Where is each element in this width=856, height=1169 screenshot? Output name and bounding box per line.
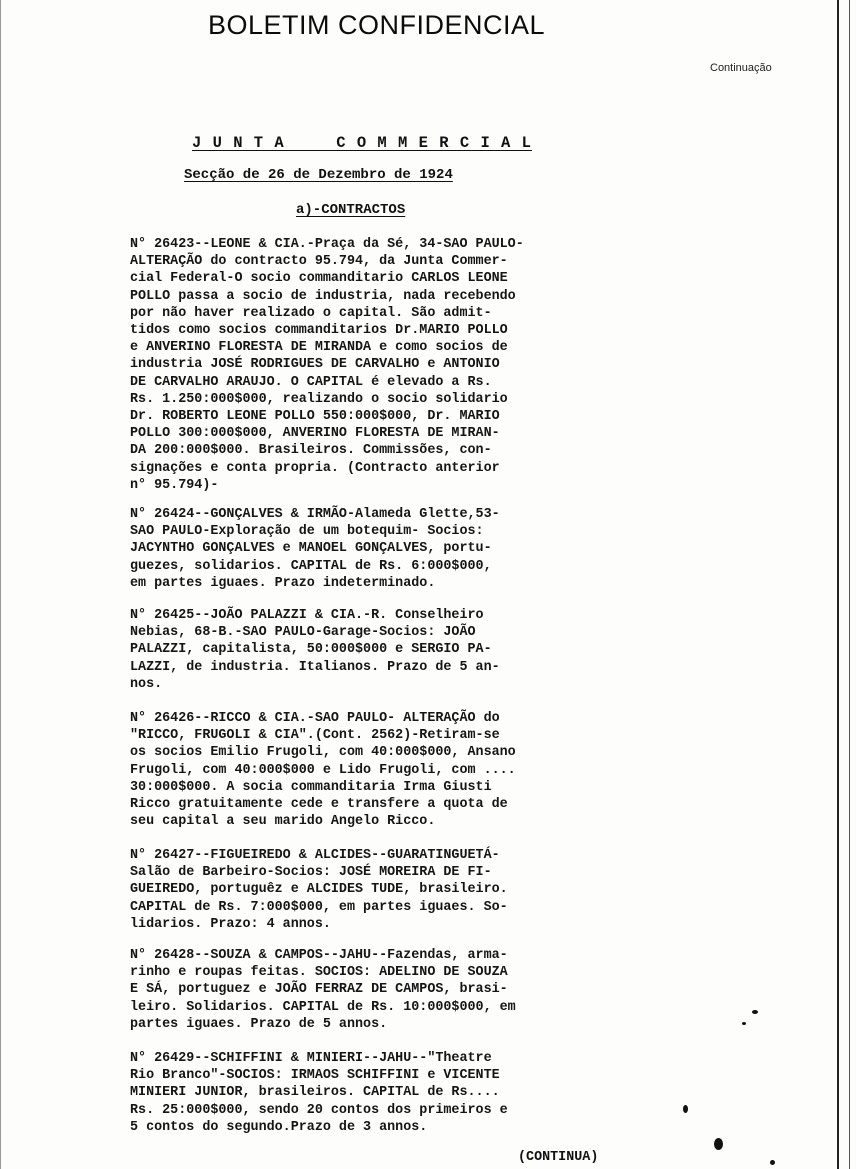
scan-speck (742, 1022, 746, 1025)
entry-26423: N° 26423--LEONE & CIA.-Praça da Sé, 34-SAO PAULO- ALTERAÇÃO do contracto 95.794, da Junta Commer- cial Federal-O socio commanditario CARLOS LEONE POLLO passa a socio de industria, nada recebendo por não haver realizado o capital. São admit- tidos como socios commanditarios Dr.MARIO POLLO e ANVERINO FLORESTA DE MIRANDA e como socios de industria JOSÉ RODRIGUES DE CARVALHO e ANTONIO DE CARVALHO ARAUJO. O CAPITAL é elevado a Rs. Rs. 1.250:000$000, realizando o socio solidario Dr. ROBERTO LEONE POLLO 550:000$000, Dr. MARIO POLLO 300:000$000, ANVERINO FLORESTA DE MIRAN- DA 200:000$000. Brasileiros. Commissões, con- signações e conta propria. (Contracto anterior n° 95.794)- (130, 237, 524, 493)
scan-speck (770, 1160, 775, 1165)
session-heading: Secção de 26 de Dezembro de 1924 (184, 167, 453, 183)
section-heading: a)-CONTRACTOS (296, 202, 406, 218)
scan-speck (683, 1105, 688, 1113)
entry-26426: N° 26426--RICCO & CIA.-SAO PAULO- ALTERAÇÃO do "RICCO, FRUGOLI & CIA".(Cont. 2562)-Retiram-se os socios Emilio Frugoli, com 40:000$000, Ansano Frugoli, com 40:000$000 e Lido Frugoli, com .... 30:000$000. A socia commanditaria Irma Giusti Ricco gratuitamente cede e transfere a quota de seu capital a seu marido Angelo Ricco. (130, 711, 516, 830)
page-left-edge (0, 0, 1, 1169)
entry-26428: N° 26428--SOUZA & CAMPOS--JAHU--Fazendas, arma- rinho e roupas feitas. SOCIOS: ADELINO DE SOUZA E SÁ, portuguez e JOÃO FERRAZ DE CAMPOS, brasi- leiro. Solidarios. CAPITAL de Rs. 10:000$000, em partes iguaes. Prazo de 5 annos. (130, 948, 516, 1032)
organization-heading: J U N T A C O M M E R C I A L (192, 134, 532, 152)
page-fold-shadow (837, 0, 839, 1169)
bulletin-title: BOLETIM CONFIDENCIAL (208, 10, 546, 40)
continuation-label: Continuação (710, 62, 772, 74)
entry-26427: N° 26427--FIGUEIREDO & ALCIDES--GUARATINGUETÁ- Salão de Barbeiro-Socios: JOSÉ MOREIRA DE FI- GUEIREDO, portuguêz e ALCIDES TUDE, brasileiro. CAPITAL de Rs. 7:000$000, em partes iguaes. So- lidarios. Prazo: 4 annos. (130, 848, 508, 932)
entry-26429: N° 26429--SCHIFFINI & MINIERI--JAHU--"Theatre Rio Branco"-SOCIOS: IRMAOS SCHIFFINI e VICENTE MINIERI JUNIOR, brasileiros. CAPITAL de Rs.... Rs. 25:000$000, sendo 20 contos dos primeiros e 5 contos do segundo.Prazo de 3 annos. (130, 1051, 508, 1135)
page-fold-line (849, 0, 850, 1169)
entry-26424: N° 26424--GONÇALVES & IRMÃO-Alameda Glette,53- SAO PAULO-Exploração de um botequim- Socios: JACYNTHO GONÇALVES e MANOEL GONÇALVES, portu- guezes, solidarios. CAPITAL de Rs. 6:000$000, em partes iguaes. Prazo indeterminado. (130, 507, 500, 591)
scan-speck (714, 1138, 723, 1150)
entry-26425: N° 26425--JOÃO PALAZZI & CIA.-R. Conselheiro Nebias, 68-B.-SAO PAULO-Garage-Socios: JOÃO PALAZZI, capitalista, 50:000$000 e SERGIO PA- LAZZI, de industria. Italianos. Prazo de 5 an- nos. (130, 608, 500, 692)
scan-speck (752, 1010, 758, 1014)
continue-marker: (CONTINUA) (518, 1150, 599, 1165)
